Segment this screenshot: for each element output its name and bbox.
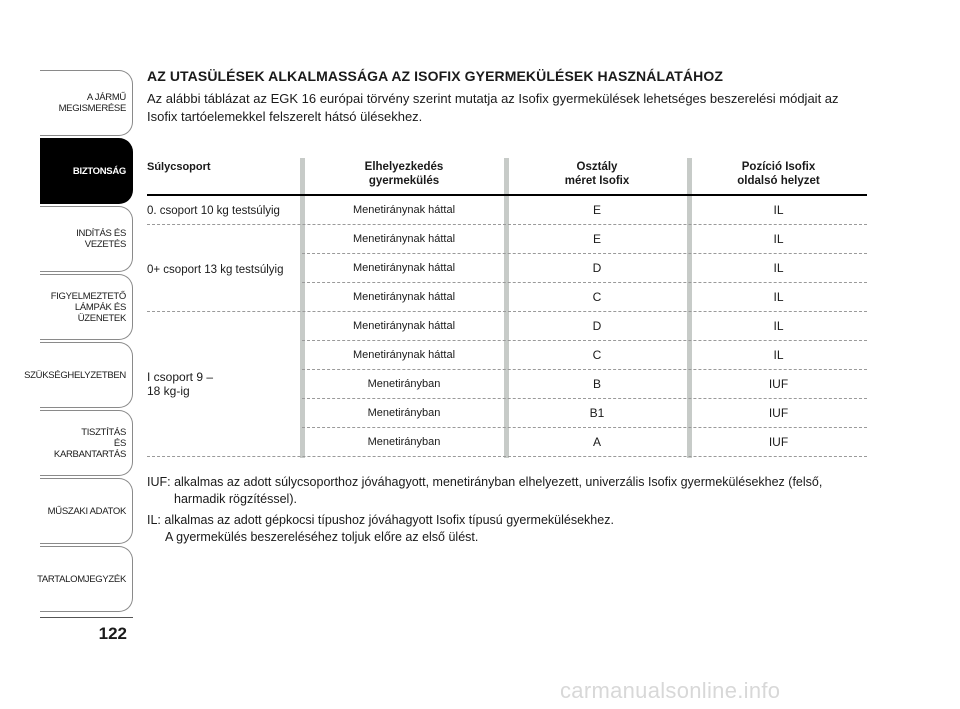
intro-paragraph: Az alábbi táblázat az EGK 16 európai törvény szerint mutatja az Isofix gyermekülések lehetséges beszerelési módjait az Isofix tartóelemekkel felszerelt hátsó ülésekhez.: [147, 91, 839, 124]
page-title: AZ UTASÜLÉSEK ALKALMASSÁGA AZ ISOFIX GYERMEKÜLÉSEK HASZNÁLATÁHOZ: [147, 68, 723, 84]
class-cell: C: [592, 348, 602, 362]
orientation-cell: Menetiránynak háttal: [352, 291, 456, 303]
header-pozicio: Pozíció Isofix oldalsó helyzet: [737, 161, 820, 187]
position-cell: IL: [773, 348, 784, 362]
group-label-0: 0. csoport 10 kg testsúlyig: [147, 205, 280, 217]
note-iuf: [147, 474, 867, 508]
table-row: [147, 254, 867, 283]
table-row: [147, 283, 867, 312]
page-number: 122: [98, 624, 127, 643]
class-cell: E: [592, 203, 601, 217]
orientation-cell: Menetirányban: [367, 407, 441, 419]
tab-szukseghelyzetben[interactable]: SZÜKSÉGHELYZETBEN: [40, 342, 133, 408]
table-row: [147, 225, 867, 254]
class-cell: C: [592, 290, 602, 304]
page-number-divider: [40, 617, 133, 618]
position-cell: IUF: [768, 435, 789, 449]
note-il: [147, 512, 867, 546]
position-cell: IL: [773, 232, 784, 246]
class-cell: E: [592, 232, 601, 246]
orientation-cell: Menetirányban: [367, 378, 441, 390]
row-divider: [147, 456, 867, 457]
tab-figyelmezteto-lampak[interactable]: FIGYELMEZTETŐ LÁMPÁK ÉS ÜZENETEK: [40, 274, 133, 340]
position-cell: IUF: [768, 406, 789, 420]
tab-tartalomjegyzek[interactable]: TARTALOMJEGYZÉK: [40, 546, 133, 612]
table-row: [147, 196, 867, 225]
table-row: [147, 399, 867, 428]
tab-inditas-es-vezetes[interactable]: INDÍTÁS ÉS VEZETÉS: [40, 206, 133, 272]
chapter-sidebar: [24, 70, 133, 614]
position-cell: IL: [773, 319, 784, 333]
class-cell: A: [592, 435, 601, 449]
table-row: [147, 370, 867, 399]
class-cell: D: [592, 319, 602, 333]
header-sulycsoport: Súlycsoport: [147, 161, 211, 173]
position-cell: IL: [773, 261, 784, 275]
tab-a-jarmu-megismerese[interactable]: A JÁRMŰ MEGISMERÉSE: [40, 70, 133, 136]
table-header: [147, 158, 867, 196]
class-cell: B1: [589, 406, 605, 420]
group-label-1: I csoport 9 – 18 kg-ig: [147, 370, 214, 398]
orientation-cell: Menetiránynak háttal: [352, 349, 456, 361]
orientation-cell: Menetirányban: [367, 436, 441, 448]
main-content: [147, 68, 869, 126]
class-cell: D: [592, 261, 602, 275]
table-row: [147, 341, 867, 370]
orientation-cell: Menetiránynak háttal: [352, 204, 456, 216]
orientation-cell: Menetiránynak háttal: [352, 262, 456, 274]
note-il-line2: A gyermekülés beszereléséhez toljuk előre az első ülést.: [165, 530, 479, 544]
position-cell: IL: [773, 290, 784, 304]
header-osztaly: Osztály méret Isofix: [564, 161, 630, 187]
note-il-line1: IL: alkalmas az adott gépkocsi típushoz jóváhagyott Isofix típusú gyermekülésekhez.: [147, 513, 614, 527]
tab-muszaki-adatok[interactable]: MŰSZAKI ADATOK: [40, 478, 133, 544]
position-cell: IUF: [768, 377, 789, 391]
tab-biztonsag[interactable]: BIZTONSÁG: [40, 138, 133, 204]
table-row: [147, 428, 867, 457]
orientation-cell: Menetiránynak háttal: [352, 233, 456, 245]
class-cell: B: [592, 377, 601, 391]
legend-notes: [147, 474, 867, 550]
isofix-table: [147, 158, 867, 457]
table-row: [147, 312, 867, 341]
header-elhelyezkedes: Elhelyezkedés gyermekülés: [364, 161, 444, 187]
orientation-cell: Menetiránynak háttal: [352, 320, 456, 332]
tab-tisztitas-es-karbantartas[interactable]: TISZTÍTÁS ÉS KARBANTARTÁS: [40, 410, 133, 476]
note-iuf-line2: harmadik rögzítéssel).: [174, 492, 297, 506]
note-iuf-line1: IUF: alkalmas az adott súlycsoporthoz jóváhagyott, menetirányban elhelyezett, univerzális Isofix gyermekülésekhez (felső,: [147, 475, 823, 489]
group-label-0plus: 0+ csoport 13 kg testsúlyig: [147, 264, 284, 276]
position-cell: IL: [773, 203, 784, 217]
watermark: carmanualsonline.info: [560, 678, 781, 703]
